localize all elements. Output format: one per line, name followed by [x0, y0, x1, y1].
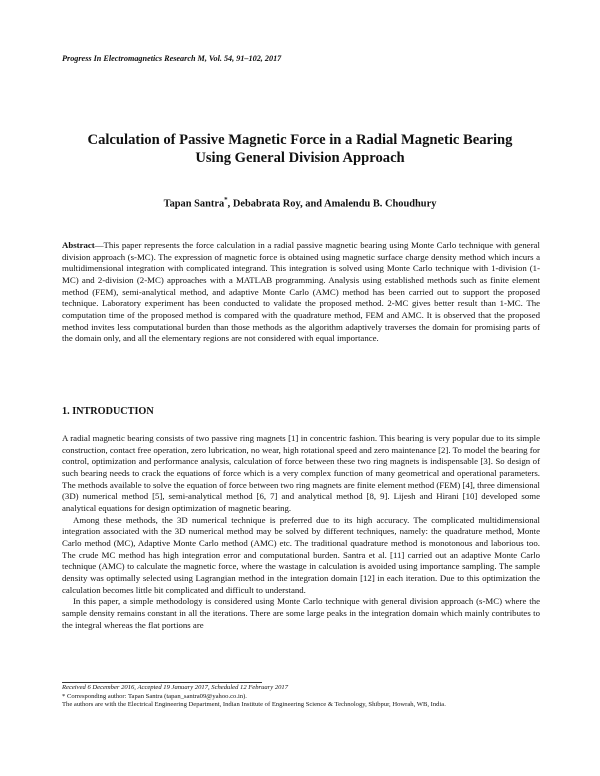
footnotes	[62, 684, 540, 710]
title-line-2: Using General Division Approach	[195, 150, 405, 166]
section-heading: 1. INTRODUCTION	[62, 406, 154, 417]
corresponding-author-mark: *	[224, 196, 228, 204]
title-line-1: Calculation of Passive Magnetic Force in a Radial Magnetic Bearing	[87, 132, 513, 148]
journal-header: Progress In Electromagnetics Research M, Vol. 54, 91–102, 2017	[62, 54, 282, 63]
abstract	[62, 240, 540, 345]
paragraph: A radial magnetic bearing consists of two passive ring magnets [1] in concentric fashion. This bearing is very popular due to its simple construction, contact free operation, zero lubrication, no wear, high rotational speed and zero maintenance [2]. To model the bearing for control, optimization and performance analysis, calculation of force between these two ring magnets is indispensable [3]. So design of such bearing needs to crack the equations of force which is a very complex function of many geometrical and operational parameters. The methods available to solve the equation of force between two ring magnets are finite element method (FEM) [4], three dimensional (3D) numerical method [5], semi-analytical method [6, 7] and analytical method [8, 9]. Lijesh and Hirani [10] developed some analytical equations for design optimization of magnetic bearing.	[62, 433, 540, 513]
affiliation-note: The authors are with the Electrical Engineering Department, Indian Institute of Engineering Science & Technology, Shibpur, Howrah, WB, India.	[62, 701, 446, 709]
footnote-divider	[62, 682, 262, 683]
abstract-label: Abstract	[62, 240, 95, 250]
other-authors: , Debabrata Roy, and Amalendu B. Choudhury	[227, 198, 437, 210]
abstract-text: —This paper represents the force calculation in a radial passive magnetic bearing using Monte Carlo technique with general division approach (s-MC). The expression of magnetic force is obtained using magnetic surface charge density method which incurs a multidimensional integration with complicated integrand. This integration is solved using Monte Carlo technique with 1-division (1-MC) and 2-division (2-MC) approaches with a MATLAB programming. Analysis using established methods such as finite element method (FEM), semi-analytical method, and adaptive Monte Carlo (AMC) method has been carried out to support the proposed technique. Laboratory experiment has been conducted to validate the proposed method. 2-MC gives better result than 1-MC. The computation time of the proposed method is compared with the quadrature method, FEM and AMC. It is observed that the proposed method invites less computational burden than those methods as the algorithm adaptively traverses the domain for promising parts of the domain only, and all the elementary regions are not considered with equal importance.	[62, 240, 540, 344]
paragraph: In this paper, a simple methodology is considered using Monte Carlo technique with general division approach (s-MC) where the sample density remains constant in all the iterations. There are some large peaks in the integration domain which mainly contributes to the integral whereas the flat portions are	[62, 596, 540, 630]
corresponding-author-note: * Corresponding author: Tapan Santra (tapan_santra09@yahoo.co.in).	[62, 692, 247, 700]
paragraph: Among these methods, the 3D numerical technique is preferred due to its high accuracy. The complicated multidimensional integration associated with the 3D numerical method may be solved by different techniques, namely: the quadrature method, Monte Carlo method (MC), Adaptive Monte Carlo method (AMC) etc. The traditional quadrature method is monotonous and laborious too. The crude MC method has high integration error and computational burden. Santra et al. [11] carried out an adaptive Monte Carlo technique (AMC) to calculate the magnetic force, where the wastage in calculation is avoided using importance sampling. The sample density was optimally selected using Lagrangian method in the integration domain [12] in each iteration. Due to this optimization the calculation becomes little bit complicated and difficult to understand.	[62, 514, 540, 595]
received-dates: Received 6 December 2016, Accepted 19 January 2017, Scheduled 12 February 2017	[62, 684, 289, 691]
section-body	[62, 433, 540, 631]
paper-title	[40, 131, 560, 167]
author-list	[40, 196, 560, 209]
first-author: Tapan Santra	[163, 198, 225, 210]
